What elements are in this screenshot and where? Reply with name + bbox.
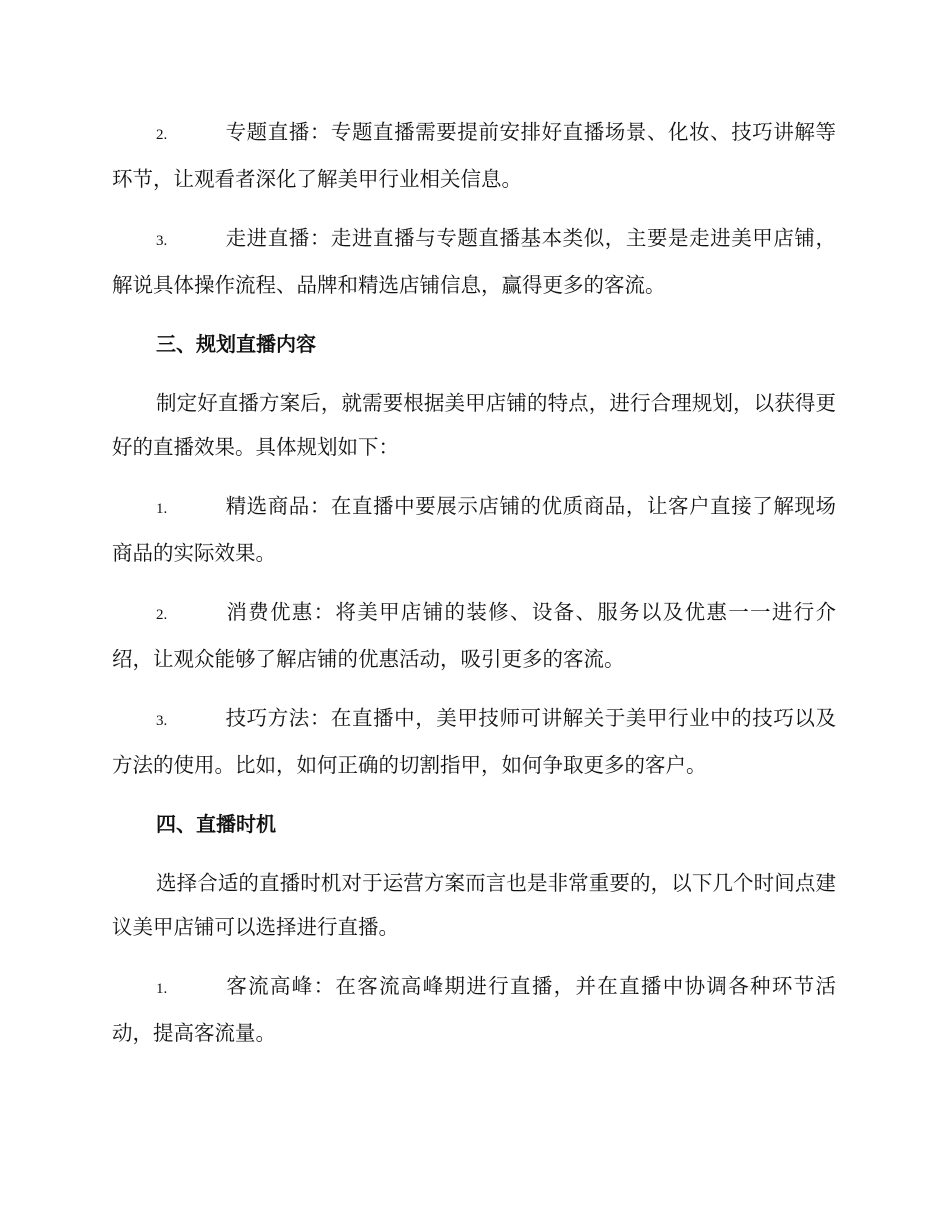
paragraph: 选择合适的直播时机对于运营方案而言也是非常重要的，以下几个时间点建议美甲店铺可以选择进行直播。 <box>112 871 836 939</box>
list-item <box>112 964 836 1055</box>
section-heading: 四、直播时机 <box>156 812 276 836</box>
document-body <box>112 110 836 1070</box>
list-number: 1. <box>156 981 168 997</box>
list-number: 2. <box>156 127 168 143</box>
section-heading: 三、规划直播内容 <box>156 332 316 356</box>
list-number: 2. <box>156 607 168 623</box>
list-item-text: 走进直播：走进直播与专题直播基本类似，主要是走进美甲店铺，解说具体操作流程、品牌和精选店铺信息，赢得更多的客流。 <box>112 226 836 297</box>
list-number: 1. <box>156 501 168 517</box>
list-item <box>112 110 836 201</box>
list-item-text: 技巧方法：在直播中，美甲技师可讲解关于美甲行业中的技巧以及方法的使用。比如，如何正确的切割指甲，如何争取更多的客户。 <box>112 706 836 777</box>
list-item <box>112 484 836 575</box>
list-number: 3. <box>156 233 168 249</box>
paragraph: 制定好直播方案后，就需要根据美甲店铺的特点，进行合理规划，以获得更好的直播效果。具体规划如下： <box>112 391 836 459</box>
list-item <box>112 590 836 681</box>
list-item <box>112 216 836 307</box>
list-item <box>112 696 836 787</box>
list-item-text: 精选商品：在直播中要展示店铺的优质商品，让客户直接了解现场商品的实际效果。 <box>112 494 836 565</box>
list-item-text: 专题直播：专题直播需要提前安排好直播场景、化妆、技巧讲解等环节，让观看者深化了解美甲行业相关信息。 <box>112 120 836 191</box>
list-number: 3. <box>156 713 168 729</box>
list-item-text: 客流高峰：在客流高峰期进行直播，并在直播中协调各种环节活动，提高客流量。 <box>112 974 836 1045</box>
list-item-text: 消费优惠：将美甲店铺的装修、设备、服务以及优惠一一进行介绍，让观众能够了解店铺的优惠活动，吸引更多的客流。 <box>112 600 836 671</box>
